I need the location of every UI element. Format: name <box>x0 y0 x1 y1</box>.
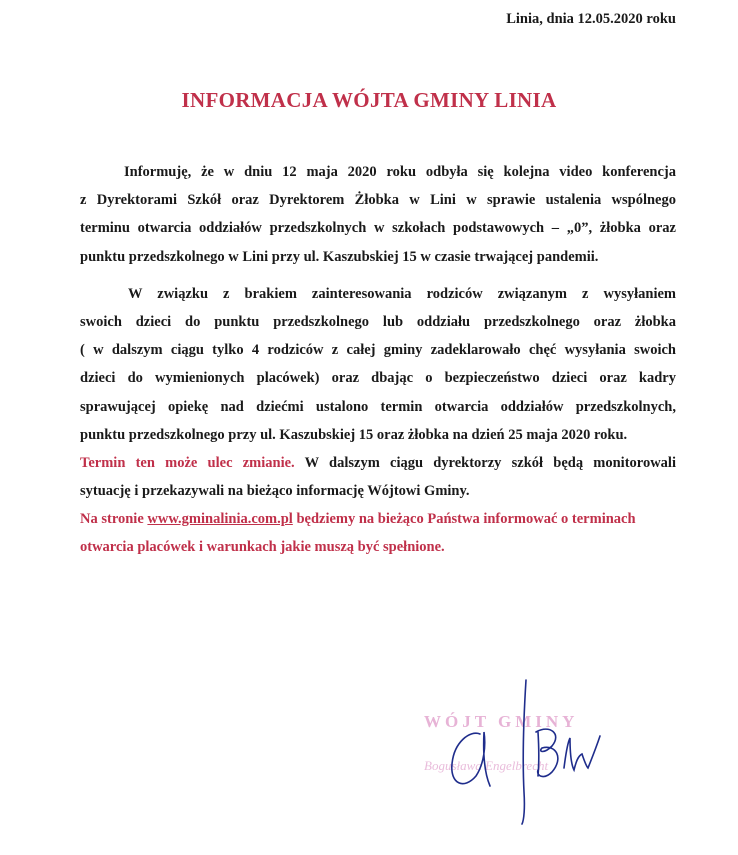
paragraph-1-line-3: terminu otwarcia oddziałów przedszkolnych w szkołach podstawowych – „0”, żłobka oraz <box>80 220 676 237</box>
paragraph-2-line-6: punktu przedszkolnego przy ul. Kaszubskiej 15 oraz żłobka na dzień 25 maja 2020 roku. <box>80 426 628 443</box>
change-notice: Termin ten może ulec zmianie. <box>80 454 295 471</box>
document-date: Linia, dnia 12.05.2020 roku <box>506 11 676 27</box>
paragraph-4-suffix: będziemy na bieżąco Państwa informować o terminach <box>292 511 636 528</box>
paragraph-3-line-2: sytuację i przekazywali na bieżąco informację Wójtowi Gminy. <box>80 483 470 500</box>
handwritten-signature <box>440 672 620 827</box>
stamp-name: Bogusława Engelbrecht <box>424 758 549 773</box>
document-body <box>80 158 676 562</box>
paragraph-3-line-1 <box>80 449 676 477</box>
website-link[interactable]: www.gminalinia.com.pl <box>147 511 293 528</box>
paragraph-4-line-1 <box>80 505 676 533</box>
paragraph-4-line-2: otwarcia placówek i warunkach jakie muszą być spełnione. <box>80 539 445 556</box>
paragraph-2-line-4: dzieci do wymienionych placówek) oraz dbając o bezpieczeństwo dzieci oraz kadry <box>80 370 676 387</box>
document-title: INFORMACJA WÓJTA GMINY LINIA <box>181 88 557 112</box>
paragraph-2-line-2: swoich dzieci do punktu przedszkolnego lub oddziału przedszkolnego oraz żłobka <box>80 313 676 330</box>
paragraph-4-prefix: Na stronie <box>80 511 148 528</box>
paragraph-2-line-3: ( w dalszym ciągu tylko 4 rodziców z całej gminy zadeklarowało chęć wysyłania swoich <box>80 342 676 359</box>
paragraph-1-line-1: Informuję, że w dniu 12 maja 2020 roku odbyła się kolejna video konferencja <box>124 164 676 180</box>
paragraph-2-line-5: sprawującej opiekę nad dziećmi ustalono termin otwarcia oddziałów przedszkolnych, <box>80 398 676 415</box>
paragraph-1-line-2: z Dyrektorami Szkół oraz Dyrektorem Żłobka w Lini w sprawie ustalenia wspólnego <box>80 192 676 209</box>
paragraph-1-line-4: punktu przedszkolnego w Lini przy ul. Kaszubskiej 15 w czasie trwającej pandemii. <box>80 248 599 265</box>
paragraph-3-rest: W dalszym ciągu dyrektorzy szkół będą monitorowali <box>294 454 676 471</box>
paragraph-2-line-1: W związku z brakiem zainteresowania rodziców związanym z wysyłaniem <box>128 285 676 302</box>
stamp-title: WÓJT GMINY <box>424 712 579 731</box>
